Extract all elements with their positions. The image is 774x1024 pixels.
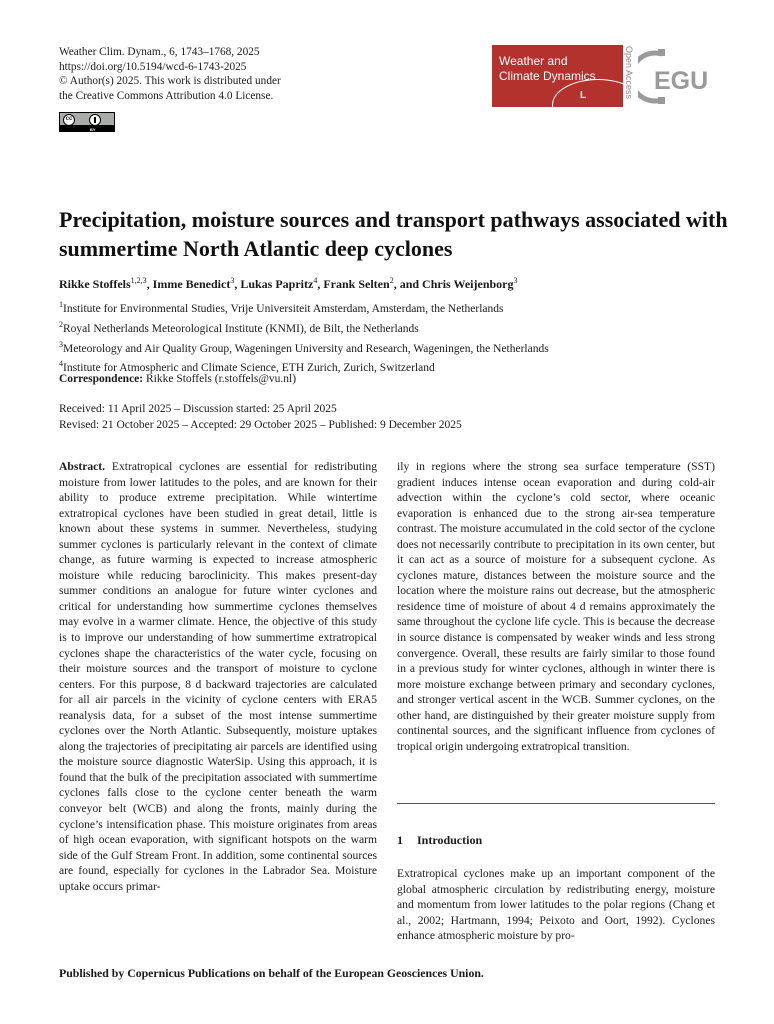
citation-block <box>59 45 281 103</box>
author-name: Lukas Papritz <box>240 277 314 291</box>
affiliation: $^1$Institute for Environmental Studies, Vrije Universiteit Amsterdam, Amsterdam, the Netherlands <box>59 300 504 315</box>
author-name: Rikke Stoffels <box>59 277 131 291</box>
journal-citation: Weather Clim. Dynam., 6, 1743–1768, 2025 <box>59 46 260 58</box>
copyright-notice: © Author(s) 2025. This work is distributed under <box>59 75 281 88</box>
author-name: Chris Weijenborg <box>422 277 514 291</box>
abstract-text: Extratropical cyclones are essential for redistributing moisture from lower latitudes to the poles, and are known for their ability to produce extreme precipitation. While wintertime extratropical cyclones have been studied in great detail, little is known about these systems in summer. Nevertheless, studying summer cyclones is particularly relevant in the context of climate change, as future warming is expected to increase atmospheric moisture while reducing baroclinicity. This makes present-day summer conditions an analogue for future winter cyclones and critical for understanding how summertime cyclones themselves may evolve in a warmer climate. Hence, the objective of this study is to improve our understanding of how summertime extratropical cyclones shape the characteristics of the water cycle, focusing on their moisture sources and the transport of moisture to cyclone centers. For this purpose, 8 d backward trajectories are calculated for all air parcels in the vicinity of cyclone centers with ERA5 reanalysis data, for a subset of the most intense summertime cyclones over the North Atlantic. Subsequently, moisture uptakes along the trajectories of precipitating air parcels are identified using the moisture source diagnostic WaterSip. Using this approach, it is found that the bulk of the precipitation associated with summertime cyclones falls close to the cyclone center beneath the warm conveyor belt (WCB) and along the fronts, mainly during the cyclone’s intensification phase. This moisture originates from areas of high ocean evaporation, with significant hotspots on the warm side of the Gulf Stream Front. In addition, some continental sources are found, especially for cyclones in the Labrador Sea. Moisture uptake occurs primar- <box>59 460 377 893</box>
affiliation: $^3$Meteorology and Air Quality Group, Wageningen University and Research, Wageningen, the Netherlands <box>59 339 549 355</box>
journal-logo[interactable] <box>492 45 623 107</box>
publisher-footer: Published by Copernicus Publications on behalf of the European Geosciences Union. <box>59 966 484 980</box>
cc-icon: cc <box>63 114 75 126</box>
publication-dates: Received: 11 April 2025 – Discussion started: 25 April 2025 Revised: 21 October 2025 – Accepted: 29 October 2025 – Published: 9 December 2025 <box>59 403 462 431</box>
affiliation: $^4$Institute for Atmospheric and Climate Science, ETH Zurich, Zurich, Switzerland <box>59 359 435 375</box>
doi-link[interactable]: https://doi.org/10.5194/wcd-6-1743-2025 <box>59 60 247 73</box>
section-title: Introduction <box>417 833 483 847</box>
by-label: BY <box>90 127 96 132</box>
low-pressure-mark: L <box>580 90 587 101</box>
journal-logo-line2: Climate Dynamics <box>499 69 596 83</box>
affiliation: $^2$Royal Netherlands Meteorological Institute (KNMI), de Bilt, the Netherlands <box>59 319 419 335</box>
cc-by-license-icon[interactable] <box>59 112 115 132</box>
correspondence <box>59 373 296 385</box>
abstract-text: ily in regions where the strong sea surface temperature (SST) gradient induces intense ocean evaporation and during cold-air advection within the cyclone’s cold sector, where oceanic evaporation is enhanced due to the strong air-sea temperature contrast. The moisture accumulated in the cold sector of the cyclone does not necessarily contribute to precipitation in its own center, but it can act as a source of moisture for a subsequent cyclone. As cyclones mature, distances between the moisture source and the location where the moisture rains out decrease, but the atmospheric residence time of moisture of about 4 d remains approximately the same throughout the cyclone life cycle. This is because the decrease in source distance is compensated by weaker winds and less strong convergence. Overall, these results are fairly similar to those found in a previous study for winter cyclones, although in winter there is more moisture exchange between primary and secondary cyclones, and stronger vertical ascent in the WCB. Summer cyclones, on the other hand, are distinguished by their greater moisture supply from continental sources, and the significant influence from cyclones of tropical origin undergoing extratropical transition. <box>397 460 715 753</box>
abstract-label: Abstract. <box>59 460 106 473</box>
affiliations <box>59 297 549 376</box>
egu-logo-icon[interactable] <box>638 46 716 108</box>
section-divider <box>397 803 715 804</box>
correspondence-label: Correspondence: <box>59 373 144 385</box>
section-heading <box>397 833 482 848</box>
svg-text:EGU: EGU <box>654 67 709 95</box>
author-name: Frank Selten <box>323 277 390 291</box>
journal-logo-line1: Weather and <box>499 54 568 68</box>
section-number: 1 <box>397 833 403 847</box>
article-title: Precipitation, moisture sources and transport pathways associated with summertime North Atlantic deep cyclones <box>59 207 728 261</box>
abstract-left-column <box>59 459 377 894</box>
license-notice: the Creative Commons Attribution 4.0 License. <box>59 89 274 102</box>
author-name: Imme Benedict <box>152 277 231 291</box>
abstract-right-column <box>397 459 715 754</box>
correspondence-email[interactable]: Rikke Stoffels (r.stoffels@vu.nl) <box>146 373 297 385</box>
introduction-text: Extratropical cyclones make up an important component of the global atmospheric circulation by redistributing energy, moisture and momentum from lower latitudes to the polar regions (Chang et al., 2002; Hartmann, 1994; Peixoto and Oort, 1992). Cyclones enhance atmospheric moisture by pro- <box>397 867 715 943</box>
open-access-label: Open Access <box>624 46 634 100</box>
author-list: Rikke Stoffels$^{1,2,3}$, Imme Benedict$^3$, Lukas Papritz$^4$, Frank Selten$^2$, and Chris Weijenborg$^3$ <box>59 276 518 291</box>
